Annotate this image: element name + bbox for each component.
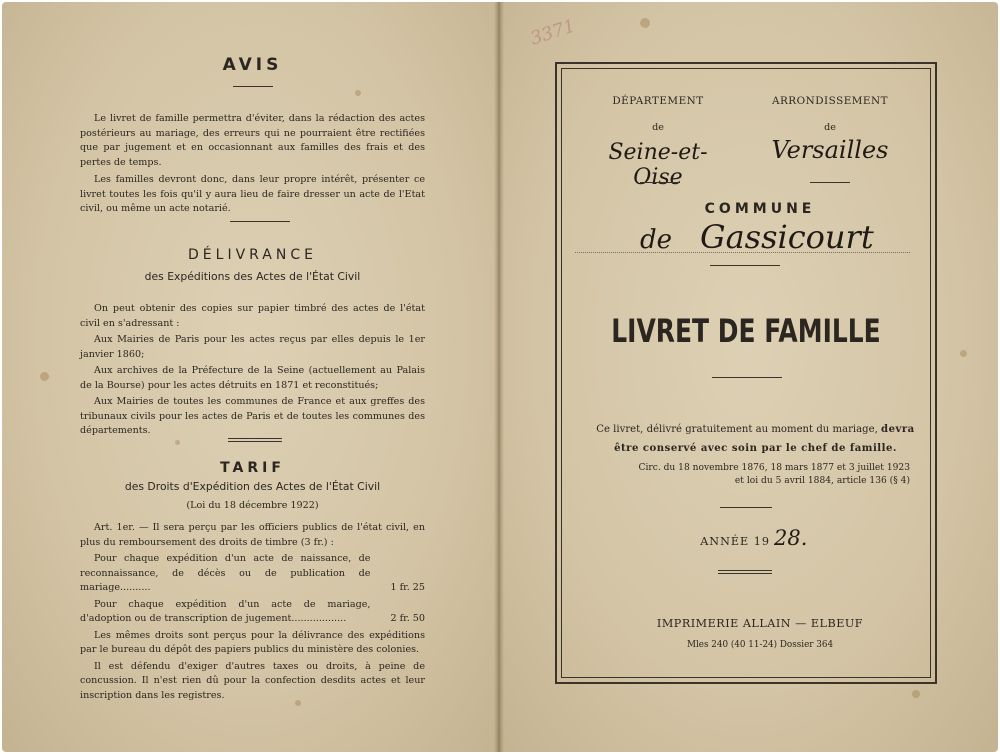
tarif-paragraph-memes: Les mêmes droits sont perçus pour la délivrance des expéditions par le bureau du dépôt des papiers publics du ministère des colonies. bbox=[80, 629, 425, 655]
circular-line-2: et loi du 5 avril 1884, article 136 (§ 4) bbox=[734, 476, 910, 486]
delivrance-paragraph-4: Aux Mairies de toutes les communes de France et aux greffes des tribunaux civils pour les actes de Paris et de toutes les communes des départements. bbox=[80, 396, 425, 436]
delivrance-end-rule bbox=[228, 438, 282, 442]
departement-rule bbox=[640, 182, 680, 183]
departement-label: DÉPARTEMENT bbox=[612, 95, 704, 107]
departement-value: Seine-et-Oise bbox=[608, 140, 708, 190]
notice bbox=[583, 420, 928, 458]
avis-title: AVIS bbox=[222, 55, 283, 75]
tarif-article-1: Art. 1er. — Il sera perçu par les officiers publics de l'état civil, en plus du remboursement des droits de timbre (3 fr.) : bbox=[80, 522, 425, 548]
avis-end-rule bbox=[230, 221, 290, 222]
notice-line1: Ce livret, délivré gratuitement au moment du mariage, bbox=[596, 424, 878, 435]
stain-spot bbox=[960, 350, 967, 357]
delivrance-paragraph-2: Aux Mairies de Paris pour les actes reçus par elles depuis le 1er janvier 1860; bbox=[80, 334, 425, 360]
departement-de: de bbox=[652, 122, 664, 133]
commune-rule bbox=[710, 265, 780, 266]
tarif-law-reference: (Loi du 18 décembre 1922) bbox=[186, 500, 319, 511]
center-fold bbox=[494, 2, 504, 752]
stain-spot bbox=[40, 372, 49, 381]
tarif-title: TARIF bbox=[220, 460, 285, 476]
stain-spot bbox=[640, 18, 650, 28]
avis-paragraph-2: Les familles devront donc, dans leur propre intérêt, présenter ce livret toutes les fois qu'il y aura lieu de faire dresser un acte de l'Etat civil, ou même un acte notarié. bbox=[80, 174, 425, 214]
fee-amount: 2 fr. 50 bbox=[390, 613, 425, 624]
avis-rule bbox=[233, 86, 273, 87]
arrondissement-de: de bbox=[824, 122, 836, 133]
annee-label: ANNÉE 19 bbox=[700, 535, 770, 548]
delivrance-section bbox=[80, 302, 425, 439]
annee-value: 28. bbox=[774, 526, 808, 550]
arrondissement-rule bbox=[810, 182, 850, 183]
tarif-paragraph-defendu: Il est défendu d'exiger d'autres taxes ou droits, à peine de concussion. Il n'est rien dû pour la confection desdits actes et leur inscription dans les registres. bbox=[80, 660, 425, 701]
printer-reference: Mles 240 (40 11-24) Dossier 364 bbox=[686, 640, 834, 650]
fee-row-naissance bbox=[80, 552, 425, 596]
title-rule bbox=[712, 377, 782, 378]
stain-spot bbox=[175, 440, 180, 445]
arrondissement-value: Versailles bbox=[771, 136, 889, 164]
fee-description: Pour chaque expédition d'un acte de naissance, de reconnaissance, de décès ou de publication de mariage.......... bbox=[80, 553, 371, 593]
printer-name: IMPRIMERIE ALLAIN — ELBEUF bbox=[656, 617, 864, 630]
fee-row-mariage bbox=[80, 598, 425, 627]
fee-amount: 1 fr. 25 bbox=[390, 582, 425, 593]
stain-spot bbox=[355, 90, 361, 96]
tarif-subtitle: des Droits d'Expédition des Actes de l'État Civil bbox=[124, 480, 381, 493]
circular-reference bbox=[610, 462, 910, 488]
fee-description: Pour chaque expédition d'un acte de mariage, d'adoption ou de transcription de jugement.................. bbox=[80, 598, 371, 624]
commune-de: de bbox=[640, 225, 673, 255]
commune-label: COMMUNE bbox=[704, 201, 816, 217]
delivrance-title: DÉLIVRANCE bbox=[188, 247, 317, 263]
circular-line-1: Circ. du 18 novembre 1876, 18 mars 1877 et 3 juillet 1923 bbox=[638, 463, 910, 473]
notice-line1-bold: devra bbox=[881, 424, 915, 435]
pencil-archive-note: 3371 bbox=[527, 15, 578, 50]
delivrance-paragraph-3: Aux archives de la Préfecture de la Seine (actuellement au Palais de la Bourse) pour les actes détruits en 1871 et reconstitués; bbox=[80, 365, 425, 391]
tarif-section bbox=[80, 521, 425, 703]
stain-spot bbox=[912, 690, 920, 698]
delivrance-paragraph-1: On peut obtenir des copies sur papier timbré des actes de l'état civil en s'adressant : bbox=[80, 303, 425, 329]
commune-underline bbox=[575, 252, 910, 253]
annee-rule bbox=[718, 570, 772, 574]
avis-section bbox=[80, 112, 425, 217]
arrondissement-label: ARRONDISSEMENT bbox=[771, 95, 889, 107]
notice-line2: être conservé avec soin par le chef de famille. bbox=[614, 443, 897, 454]
commune-value: Gassicourt bbox=[700, 218, 874, 256]
livret-title: LIVRET DE FAMILLE bbox=[611, 312, 881, 350]
avis-paragraph-1: Le livret de famille permettra d'éviter, dans la rédaction des actes postérieurs au mariage, des erreurs qui ne pourraient être rectifiées que par jugement et en occasionnant aux familles des frais et des pertes de temps. bbox=[80, 113, 425, 168]
delivrance-subtitle: des Expéditions des Actes de l'État Civil bbox=[144, 270, 361, 283]
circular-rule bbox=[720, 507, 772, 508]
